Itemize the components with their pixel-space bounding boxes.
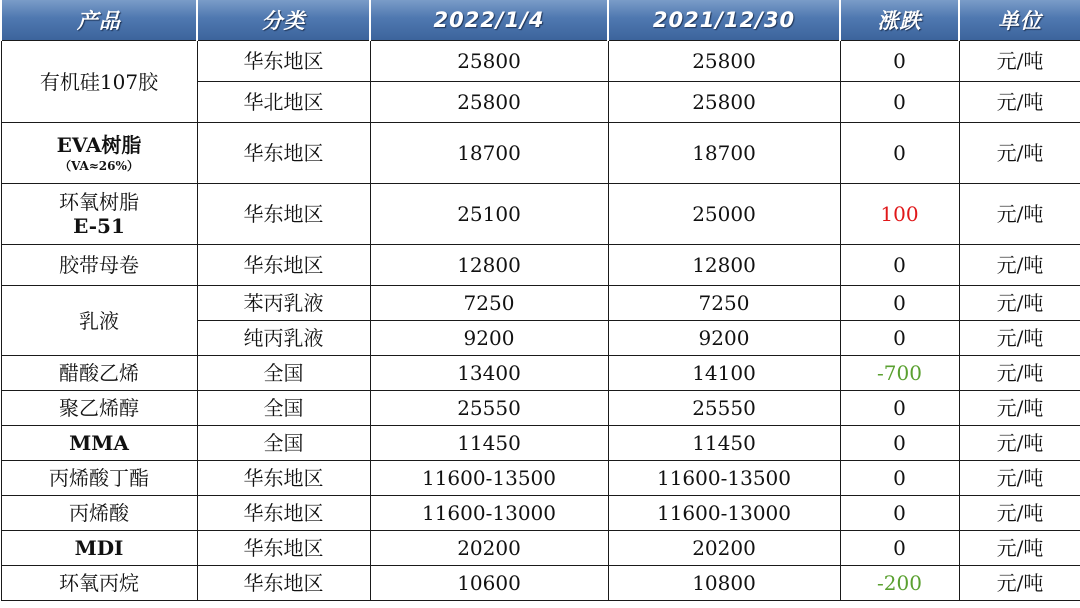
- change-cell: 100: [840, 184, 959, 245]
- table-body: [1, 41, 1080, 601]
- product-name-cell: [1, 184, 197, 245]
- change-cell: 0: [840, 461, 959, 496]
- price-date1-cell: 9200: [370, 321, 608, 356]
- product-name-line2: E-51: [73, 214, 125, 238]
- table-row: [1, 531, 1080, 566]
- price-date2-cell: 25000: [608, 184, 840, 245]
- product-name: 胶带母卷: [59, 253, 139, 277]
- product-name: 有机硅107胶: [39, 69, 159, 94]
- unit-cell: 元/吨: [959, 321, 1080, 356]
- unit-cell: 元/吨: [959, 566, 1080, 601]
- change-cell: 0: [840, 286, 959, 321]
- price-date1-cell: 11600-13000: [370, 496, 608, 531]
- product-name: 丙烯酸丁酯: [49, 466, 149, 490]
- category-cell: 华北地区: [197, 82, 370, 123]
- price-date1-cell: 13400: [370, 356, 608, 391]
- price-date1-cell: 11450: [370, 426, 608, 461]
- price-date1-cell: 18700: [370, 123, 608, 184]
- header-unit: 单位: [959, 0, 1080, 41]
- table-row: [1, 356, 1080, 391]
- category-cell: 华东地区: [197, 496, 370, 531]
- header-product: 产品: [1, 0, 197, 41]
- category-cell: 华东地区: [197, 566, 370, 601]
- price-date2-cell: 18700: [608, 123, 840, 184]
- product-name: EVA树脂: [56, 132, 142, 157]
- product-spec: （VA≈26%）: [59, 158, 139, 173]
- change-cell: -200: [840, 566, 959, 601]
- product-name-cell: [1, 461, 197, 496]
- unit-cell: 元/吨: [959, 184, 1080, 245]
- unit-cell: 元/吨: [959, 286, 1080, 321]
- table-row: [1, 286, 1080, 321]
- product-name: 丙烯酸: [69, 501, 129, 525]
- product-name-cell: [1, 566, 197, 601]
- product-name-cell: [1, 496, 197, 531]
- product-name: MMA: [69, 431, 129, 455]
- price-date2-cell: 11600-13000: [608, 496, 840, 531]
- unit-cell: 元/吨: [959, 82, 1080, 123]
- table-row: [1, 41, 1080, 82]
- change-cell: 0: [840, 123, 959, 184]
- price-date1-cell: 25800: [370, 41, 608, 82]
- price-date1-cell: 20200: [370, 531, 608, 566]
- header-category: 分类: [197, 0, 370, 41]
- product-name: 环氧树脂: [59, 190, 139, 214]
- price-date2-cell: 25800: [608, 41, 840, 82]
- product-name-cell: [1, 41, 197, 123]
- price-date2-cell: 10800: [608, 566, 840, 601]
- category-cell: 纯丙乳液: [197, 321, 370, 356]
- change-cell: 0: [840, 245, 959, 286]
- change-cell: 0: [840, 321, 959, 356]
- product-name: MDI: [74, 536, 124, 560]
- category-cell: 全国: [197, 356, 370, 391]
- unit-cell: 元/吨: [959, 356, 1080, 391]
- table-row: [1, 245, 1080, 286]
- price-date1-cell: 10600: [370, 566, 608, 601]
- price-date1-cell: 7250: [370, 286, 608, 321]
- unit-cell: 元/吨: [959, 391, 1080, 426]
- product-name-cell: [1, 286, 197, 356]
- change-cell: 0: [840, 531, 959, 566]
- table-row: [1, 123, 1080, 184]
- header-date-1: 2022/1/4: [370, 0, 608, 41]
- unit-cell: 元/吨: [959, 41, 1080, 82]
- unit-cell: 元/吨: [959, 123, 1080, 184]
- price-date1-cell: 11600-13500: [370, 461, 608, 496]
- category-cell: 华东地区: [197, 123, 370, 184]
- category-cell: 全国: [197, 391, 370, 426]
- price-date1-cell: 12800: [370, 245, 608, 286]
- change-cell: -700: [840, 356, 959, 391]
- price-date2-cell: 11450: [608, 426, 840, 461]
- product-name: 环氧丙烷: [59, 571, 139, 595]
- unit-cell: 元/吨: [959, 426, 1080, 461]
- product-name-cell: [1, 245, 197, 286]
- product-name: 醋酸乙烯: [59, 361, 139, 385]
- product-name-cell: [1, 356, 197, 391]
- product-name-cell: [1, 391, 197, 426]
- product-name: 乳液: [79, 308, 119, 333]
- table-row: [1, 496, 1080, 531]
- price-date1-cell: 25550: [370, 391, 608, 426]
- product-name-cell: [1, 426, 197, 461]
- table-row: [1, 566, 1080, 601]
- unit-cell: 元/吨: [959, 531, 1080, 566]
- price-date2-cell: 25800: [608, 82, 840, 123]
- change-cell: 0: [840, 496, 959, 531]
- price-date2-cell: 11600-13500: [608, 461, 840, 496]
- price-date2-cell: 12800: [608, 245, 840, 286]
- category-cell: 全国: [197, 426, 370, 461]
- price-date1-cell: 25100: [370, 184, 608, 245]
- category-cell: 华东地区: [197, 245, 370, 286]
- category-cell: 华东地区: [197, 41, 370, 82]
- header-row: [1, 0, 1080, 41]
- change-cell: 0: [840, 426, 959, 461]
- category-cell: 华东地区: [197, 531, 370, 566]
- category-cell: 华东地区: [197, 461, 370, 496]
- table-row: [1, 391, 1080, 426]
- category-cell: 华东地区: [197, 184, 370, 245]
- price-date2-cell: 20200: [608, 531, 840, 566]
- product-name-cell: [1, 123, 197, 184]
- unit-cell: 元/吨: [959, 461, 1080, 496]
- change-cell: 0: [840, 82, 959, 123]
- price-date2-cell: 14100: [608, 356, 840, 391]
- price-date2-cell: 25550: [608, 391, 840, 426]
- table-row: [1, 184, 1080, 245]
- price-date2-cell: 7250: [608, 286, 840, 321]
- header-change: 涨跌: [840, 0, 959, 41]
- product-name-cell: [1, 531, 197, 566]
- header-date-2: 2021/12/30: [608, 0, 840, 41]
- price-date1-cell: 25800: [370, 82, 608, 123]
- table-row: [1, 461, 1080, 496]
- category-cell: 苯丙乳液: [197, 286, 370, 321]
- table-row: [1, 426, 1080, 461]
- change-cell: 0: [840, 41, 959, 82]
- unit-cell: 元/吨: [959, 245, 1080, 286]
- unit-cell: 元/吨: [959, 496, 1080, 531]
- change-cell: 0: [840, 391, 959, 426]
- product-name: 聚乙烯醇: [59, 396, 139, 420]
- price-date2-cell: 9200: [608, 321, 840, 356]
